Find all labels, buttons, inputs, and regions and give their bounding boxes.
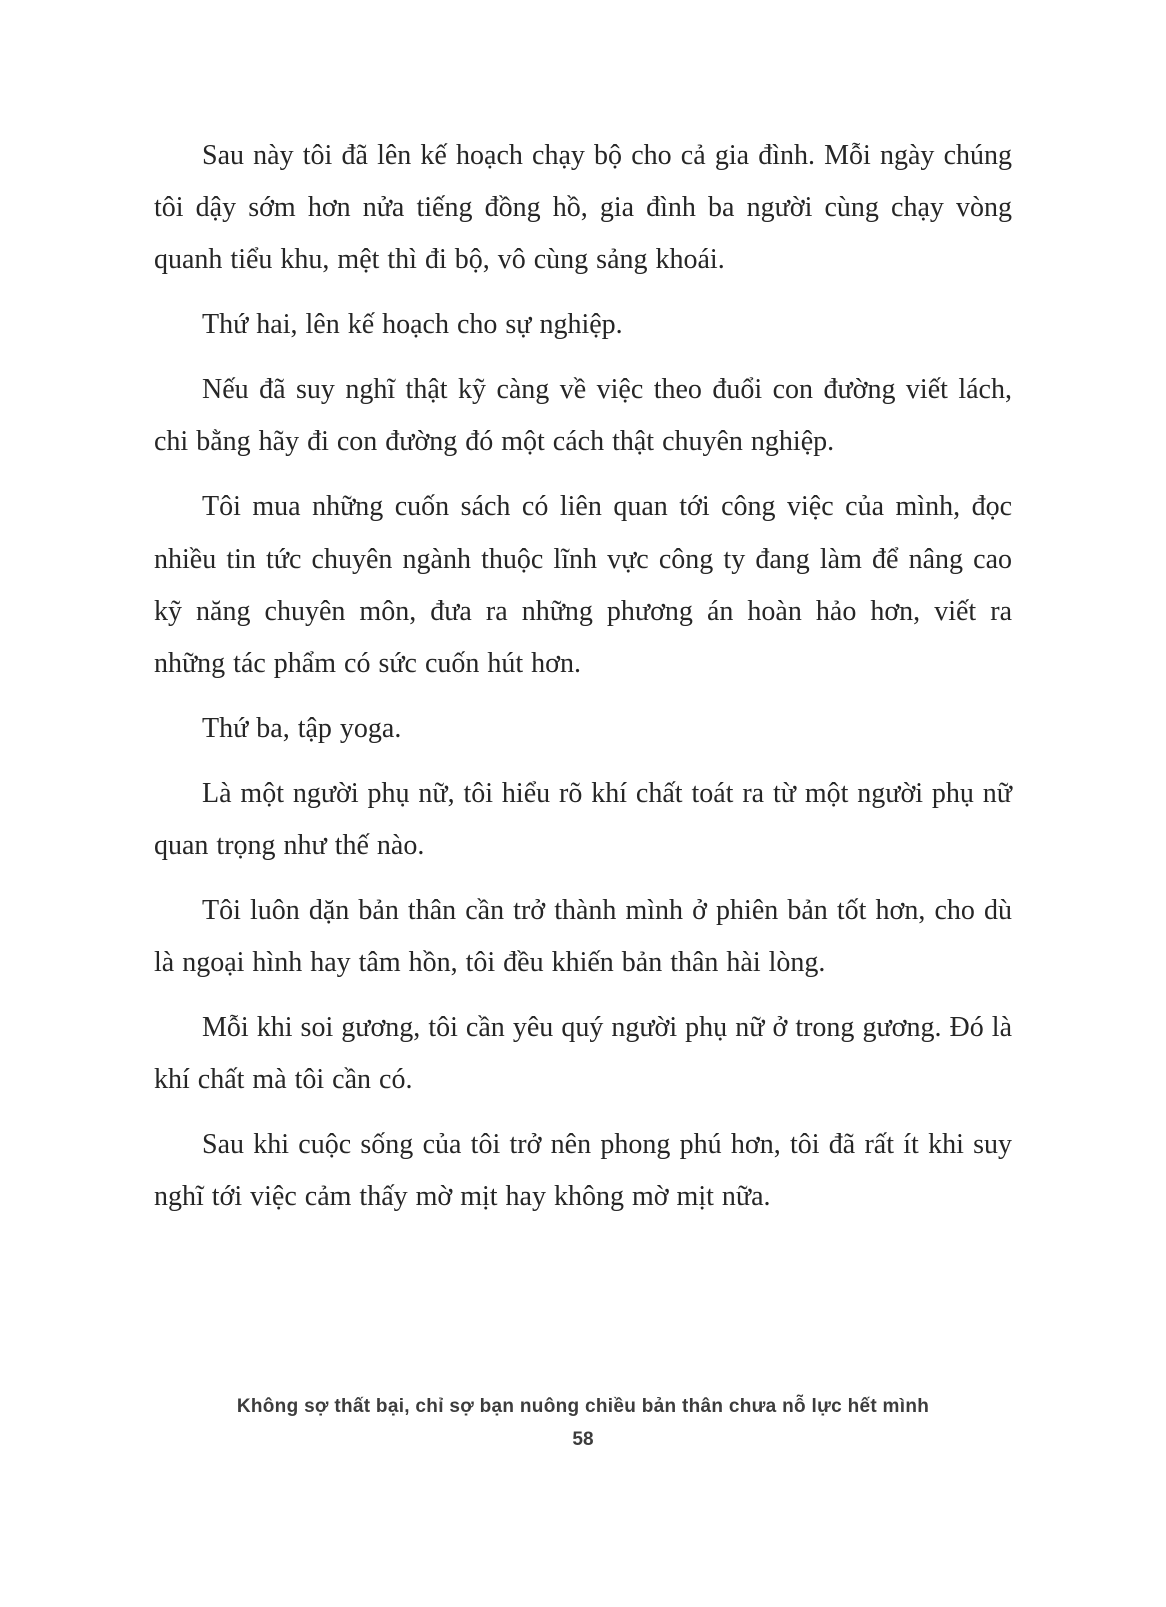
- paragraph: Nếu đã suy nghĩ thật kỹ càng về việc theo đuổi con đường viết lách, chi bằng hãy đi con đường đó một cách thật chuyên nghiệp.: [154, 374, 1012, 458]
- paragraph: Sau này tôi đã lên kế hoạch chạy bộ cho cả gia đình. Mỗi ngày chúng tôi dậy sớm hơn nửa tiếng đồng hồ, gia đình ba người cùng chạy vòng quanh tiểu khu, mệt thì đi bộ, vô cùng sảng khoái.: [154, 140, 1012, 276]
- paragraph: Là một người phụ nữ, tôi hiểu rõ khí chất toát ra từ một người phụ nữ quan trọng như thế nào.: [154, 777, 1012, 861]
- page-footer: [0, 1396, 1166, 1451]
- paragraph: Sau khi cuộc sống của tôi trở nên phong phú hơn, tôi đã rất ít khi suy nghĩ tới việc cảm thấy mờ mịt hay không mờ mịt nữa.: [154, 1129, 1012, 1213]
- paragraph: Tôi mua những cuốn sách có liên quan tới công việc của mình, đọc nhiều tin tức chuyên ngành thuộc lĩnh vực công ty đang làm để nâng cao kỹ năng chuyên môn, đưa ra những phương án hoàn hảo hơn, viết ra những tác phẩm có sức cuốn hút hơn.: [154, 491, 1012, 679]
- page-body-text: [154, 130, 1012, 1236]
- paragraph: Thứ ba, tập yoga.: [202, 712, 402, 744]
- paragraph: Thứ hai, lên kế hoạch cho sự nghiệp.: [202, 309, 623, 341]
- page-number: 58: [572, 1429, 594, 1450]
- paragraph: Mỗi khi soi gương, tôi cần yêu quý người phụ nữ ở trong gương. Đó là khí chất mà tôi cần có.: [154, 1012, 1012, 1096]
- paragraph: Tôi luôn dặn bản thân cần trở thành mình ở phiên bản tốt hơn, cho dù là ngoại hình hay tâm hồn, tôi đều khiến bản thân hài lòng.: [154, 895, 1012, 979]
- running-title: Không sợ thất bại, chỉ sợ bạn nuông chiều bản thân chưa nỗ lực hết mình: [236, 1396, 930, 1417]
